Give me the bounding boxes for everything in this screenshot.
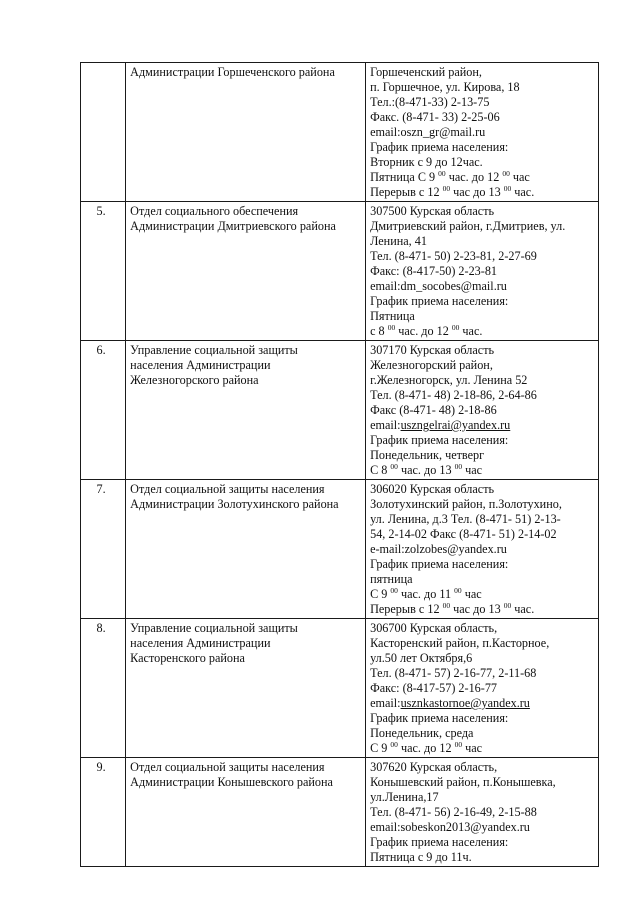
info-text: час. до 12 bbox=[397, 741, 455, 755]
contact-info-line bbox=[370, 433, 594, 448]
contact-info-line bbox=[370, 760, 594, 775]
office-name-cell bbox=[126, 758, 366, 867]
contact-info-cell bbox=[366, 619, 599, 758]
info-text: Золотухинский район, п.Золотухино, bbox=[370, 497, 562, 511]
row-number-cell bbox=[81, 619, 126, 758]
contact-info-line bbox=[370, 741, 594, 756]
office-name-line: Администрации Золотухинского района bbox=[130, 497, 339, 511]
contact-info-line bbox=[370, 696, 594, 711]
contact-info-line bbox=[370, 512, 594, 527]
contact-info-line bbox=[370, 204, 594, 219]
info-text: Тел. (8-471- 48) 2-18-86, 2-64-86 bbox=[370, 388, 537, 402]
row-number-cell bbox=[81, 63, 126, 202]
info-text: Железногорский район, bbox=[370, 358, 493, 372]
info-text: График приема населения: bbox=[370, 711, 509, 725]
row-number-cell bbox=[81, 480, 126, 619]
info-text: час bbox=[462, 463, 483, 477]
contact-info-cell bbox=[366, 341, 599, 480]
info-text: С 8 bbox=[370, 463, 391, 477]
info-text: час. до 12 bbox=[445, 170, 503, 184]
info-text: Тел.:(8-471-33) 2-13-75 bbox=[370, 95, 490, 109]
info-text: час. до 12 bbox=[395, 324, 452, 338]
contact-info-line bbox=[370, 170, 594, 185]
contact-info-line bbox=[370, 219, 594, 234]
info-text: email:oszn_gr@mail.ru bbox=[370, 125, 486, 139]
contact-info-line bbox=[370, 110, 594, 125]
time-superscript: 00 bbox=[442, 601, 451, 610]
info-text: Пятница С 9 bbox=[370, 170, 439, 184]
info-text: График приема населения: bbox=[370, 433, 509, 447]
time-superscript: 00 bbox=[390, 740, 398, 749]
contact-info-line bbox=[370, 587, 594, 602]
office-name-line: Управление социальной защиты bbox=[130, 343, 298, 357]
info-text: График приема населения: bbox=[370, 835, 509, 849]
info-text: Пятница bbox=[370, 309, 415, 323]
row-number: 7. bbox=[96, 482, 106, 496]
info-text: Факс: (8-417-57) 2-16-77 bbox=[370, 681, 498, 695]
contact-info-line bbox=[370, 463, 594, 478]
info-text: ул.Ленина,17 bbox=[370, 790, 439, 804]
contact-info-line bbox=[370, 125, 594, 140]
time-superscript: 00 bbox=[390, 586, 398, 595]
info-text: час. bbox=[459, 324, 483, 338]
offices-table bbox=[80, 62, 599, 867]
info-text: Понедельник, среда bbox=[370, 726, 474, 740]
info-text: час. до 11 bbox=[397, 587, 455, 601]
office-name-line: Касторенского района bbox=[130, 651, 245, 665]
office-name-line: Отдел социальной защиты населения bbox=[130, 482, 325, 496]
time-superscript: 00 bbox=[438, 169, 446, 178]
info-text: Тел. (8-471- 50) 2-23-81, 2-27-69 bbox=[370, 249, 537, 263]
info-text: г.Железногорск, ул. Ленина 52 bbox=[370, 373, 528, 387]
contact-info-line bbox=[370, 726, 594, 741]
info-text: пятница bbox=[370, 572, 413, 586]
contact-info-line bbox=[370, 264, 594, 279]
contact-info-line bbox=[370, 666, 594, 681]
contact-info-line bbox=[370, 324, 594, 339]
contact-info-line bbox=[370, 343, 594, 358]
info-text: ул. Ленина, д.3 Тел. (8-471- 51) 2-13- bbox=[370, 512, 561, 526]
info-text: email:dm_socobes@mail.ru bbox=[370, 279, 507, 293]
contact-info-line bbox=[370, 557, 594, 572]
contact-info-line bbox=[370, 711, 594, 726]
info-text: 307170 Курская область bbox=[370, 343, 495, 357]
table-row bbox=[81, 480, 599, 619]
contact-info-line bbox=[370, 358, 594, 373]
office-name-line: Администрации Конышевского района bbox=[130, 775, 333, 789]
contact-info-line bbox=[370, 681, 594, 696]
info-text: График приема населения: bbox=[370, 294, 509, 308]
info-text: час bbox=[509, 170, 530, 184]
info-text: График приема населения: bbox=[370, 140, 509, 154]
contact-info-line bbox=[370, 835, 594, 850]
contact-info-line bbox=[370, 542, 594, 557]
office-name-cell bbox=[126, 341, 366, 480]
info-text: час bbox=[462, 741, 483, 755]
info-text: Тел. (8-471- 56) 2-16-49, 2-15-88 bbox=[370, 805, 537, 819]
contact-info-line bbox=[370, 95, 594, 110]
contact-info-line bbox=[370, 651, 594, 666]
contact-info-line bbox=[370, 140, 594, 155]
contact-info-line bbox=[370, 155, 594, 170]
contact-info-line bbox=[370, 373, 594, 388]
contact-info-line bbox=[370, 279, 594, 294]
time-superscript: 00 bbox=[451, 323, 460, 332]
info-text: Вторник с 9 до 12час. bbox=[370, 155, 483, 169]
contact-info-line bbox=[370, 80, 594, 95]
info-text: С 9 bbox=[370, 587, 391, 601]
email-link[interactable]: usznkastornoe@yandex.ru bbox=[400, 696, 530, 710]
info-text: Касторенский район, п.Касторное, bbox=[370, 636, 550, 650]
table-row bbox=[81, 202, 599, 341]
row-number: 6. bbox=[96, 343, 106, 357]
row-number: 9. bbox=[96, 760, 106, 774]
table-row bbox=[81, 758, 599, 867]
info-text: email: bbox=[370, 696, 401, 710]
info-text: Перерыв с 12 bbox=[370, 602, 443, 616]
contact-info-line bbox=[370, 497, 594, 512]
time-superscript: 00 bbox=[454, 462, 463, 471]
row-number-cell bbox=[81, 758, 126, 867]
info-text: email:sobeskon2013@yandex.ru bbox=[370, 820, 530, 834]
contact-info-cell bbox=[366, 480, 599, 619]
info-text: 54, 2-14-02 Факс (8-471- 51) 2-14-02 bbox=[370, 527, 557, 541]
info-text: п. Горшечное, ул. Кирова, 18 bbox=[370, 80, 520, 94]
contact-info-line bbox=[370, 448, 594, 463]
info-text: Горшеченский район, bbox=[370, 65, 482, 79]
office-name-cell bbox=[126, 480, 366, 619]
row-number-cell bbox=[81, 341, 126, 480]
info-text: Перерыв с 12 bbox=[370, 185, 443, 199]
contact-info-line bbox=[370, 805, 594, 820]
info-text: час. до 13 bbox=[397, 463, 455, 477]
office-name-cell bbox=[126, 619, 366, 758]
office-name-line: Отдел социального обеспечения bbox=[130, 204, 299, 218]
info-text: час. bbox=[511, 185, 535, 199]
office-name-line: Администрации Горшеченского района bbox=[130, 65, 335, 79]
time-superscript: 00 bbox=[454, 586, 462, 595]
contact-info-line bbox=[370, 790, 594, 805]
info-text: Факс: (8-417-50) 2-23-81 bbox=[370, 264, 498, 278]
info-text: Ленина, 41 bbox=[370, 234, 427, 248]
time-superscript: 00 bbox=[442, 184, 451, 193]
info-text: ул.50 лет Октября,6 bbox=[370, 651, 473, 665]
office-name-cell bbox=[126, 202, 366, 341]
contact-info-line bbox=[370, 775, 594, 790]
contact-info-cell bbox=[366, 202, 599, 341]
row-number: 5. bbox=[96, 204, 106, 218]
info-text: График приема населения: bbox=[370, 557, 509, 571]
time-superscript: 00 bbox=[454, 740, 463, 749]
info-text: Конышевский район, п.Конышевка, bbox=[370, 775, 556, 789]
table-row bbox=[81, 619, 599, 758]
info-text: Понедельник, четверг bbox=[370, 448, 485, 462]
office-name-line: Администрации Дмитриевского района bbox=[130, 219, 336, 233]
info-text: час до 13 bbox=[450, 602, 504, 616]
office-name-line: населения Администрации bbox=[130, 358, 271, 372]
info-text: час bbox=[461, 587, 482, 601]
contact-info-line bbox=[370, 602, 594, 617]
table-row bbox=[81, 63, 599, 202]
contact-info-line bbox=[370, 636, 594, 651]
contact-info-line bbox=[370, 309, 594, 324]
row-number-cell bbox=[81, 202, 126, 341]
contact-info-line bbox=[370, 482, 594, 497]
info-text: с 8 bbox=[370, 324, 388, 338]
contact-info-line bbox=[370, 249, 594, 264]
info-text: 306700 Курская область, bbox=[370, 621, 498, 635]
contact-info-line bbox=[370, 65, 594, 80]
contact-info-line bbox=[370, 850, 594, 865]
office-name-line: Управление социальной защиты bbox=[130, 621, 298, 635]
office-name-cell bbox=[126, 63, 366, 202]
row-number: 8. bbox=[96, 621, 106, 635]
contact-info-cell bbox=[366, 63, 599, 202]
time-superscript: 00 bbox=[502, 169, 510, 178]
info-text: Факс. (8-471- 33) 2-25-06 bbox=[370, 110, 500, 124]
info-text: e-mail:zolzobes@yandex.ru bbox=[370, 542, 507, 556]
office-name-line: населения Администрации bbox=[130, 636, 271, 650]
office-name-line: Железногорского района bbox=[130, 373, 259, 387]
info-text: час до 13 bbox=[450, 185, 504, 199]
time-superscript: 00 bbox=[503, 184, 512, 193]
time-superscript: 00 bbox=[503, 601, 512, 610]
table-body bbox=[81, 63, 599, 867]
contact-info-line bbox=[370, 403, 594, 418]
info-text: Факс (8-471- 48) 2-18-86 bbox=[370, 403, 497, 417]
info-text: 307500 Курская область bbox=[370, 204, 495, 218]
contact-info-line bbox=[370, 527, 594, 542]
table-row bbox=[81, 341, 599, 480]
contact-info-line bbox=[370, 234, 594, 249]
info-text: email: bbox=[370, 418, 401, 432]
info-text: час. bbox=[511, 602, 535, 616]
contact-info-line bbox=[370, 621, 594, 636]
contact-info-line bbox=[370, 294, 594, 309]
time-superscript: 00 bbox=[390, 462, 398, 471]
contact-info-line bbox=[370, 418, 594, 433]
info-text: Дмитриевский район, г.Дмитриев, ул. bbox=[370, 219, 566, 233]
contact-info-cell bbox=[366, 758, 599, 867]
contact-info-line bbox=[370, 820, 594, 835]
time-superscript: 00 bbox=[387, 323, 396, 332]
info-text: 307620 Курская область, bbox=[370, 760, 498, 774]
contact-info-line bbox=[370, 185, 594, 200]
contact-info-line bbox=[370, 572, 594, 587]
info-text: Пятница с 9 до 11ч. bbox=[370, 850, 472, 864]
contact-info-line bbox=[370, 388, 594, 403]
office-name-line: Отдел социальной защиты населения bbox=[130, 760, 325, 774]
info-text: Тел. (8-471- 57) 2-16-77, 2-11-68 bbox=[370, 666, 537, 680]
info-text: С 9 bbox=[370, 741, 391, 755]
email-link[interactable]: uszngelrai@yandex.ru bbox=[400, 418, 511, 432]
info-text: 306020 Курская область bbox=[370, 482, 495, 496]
